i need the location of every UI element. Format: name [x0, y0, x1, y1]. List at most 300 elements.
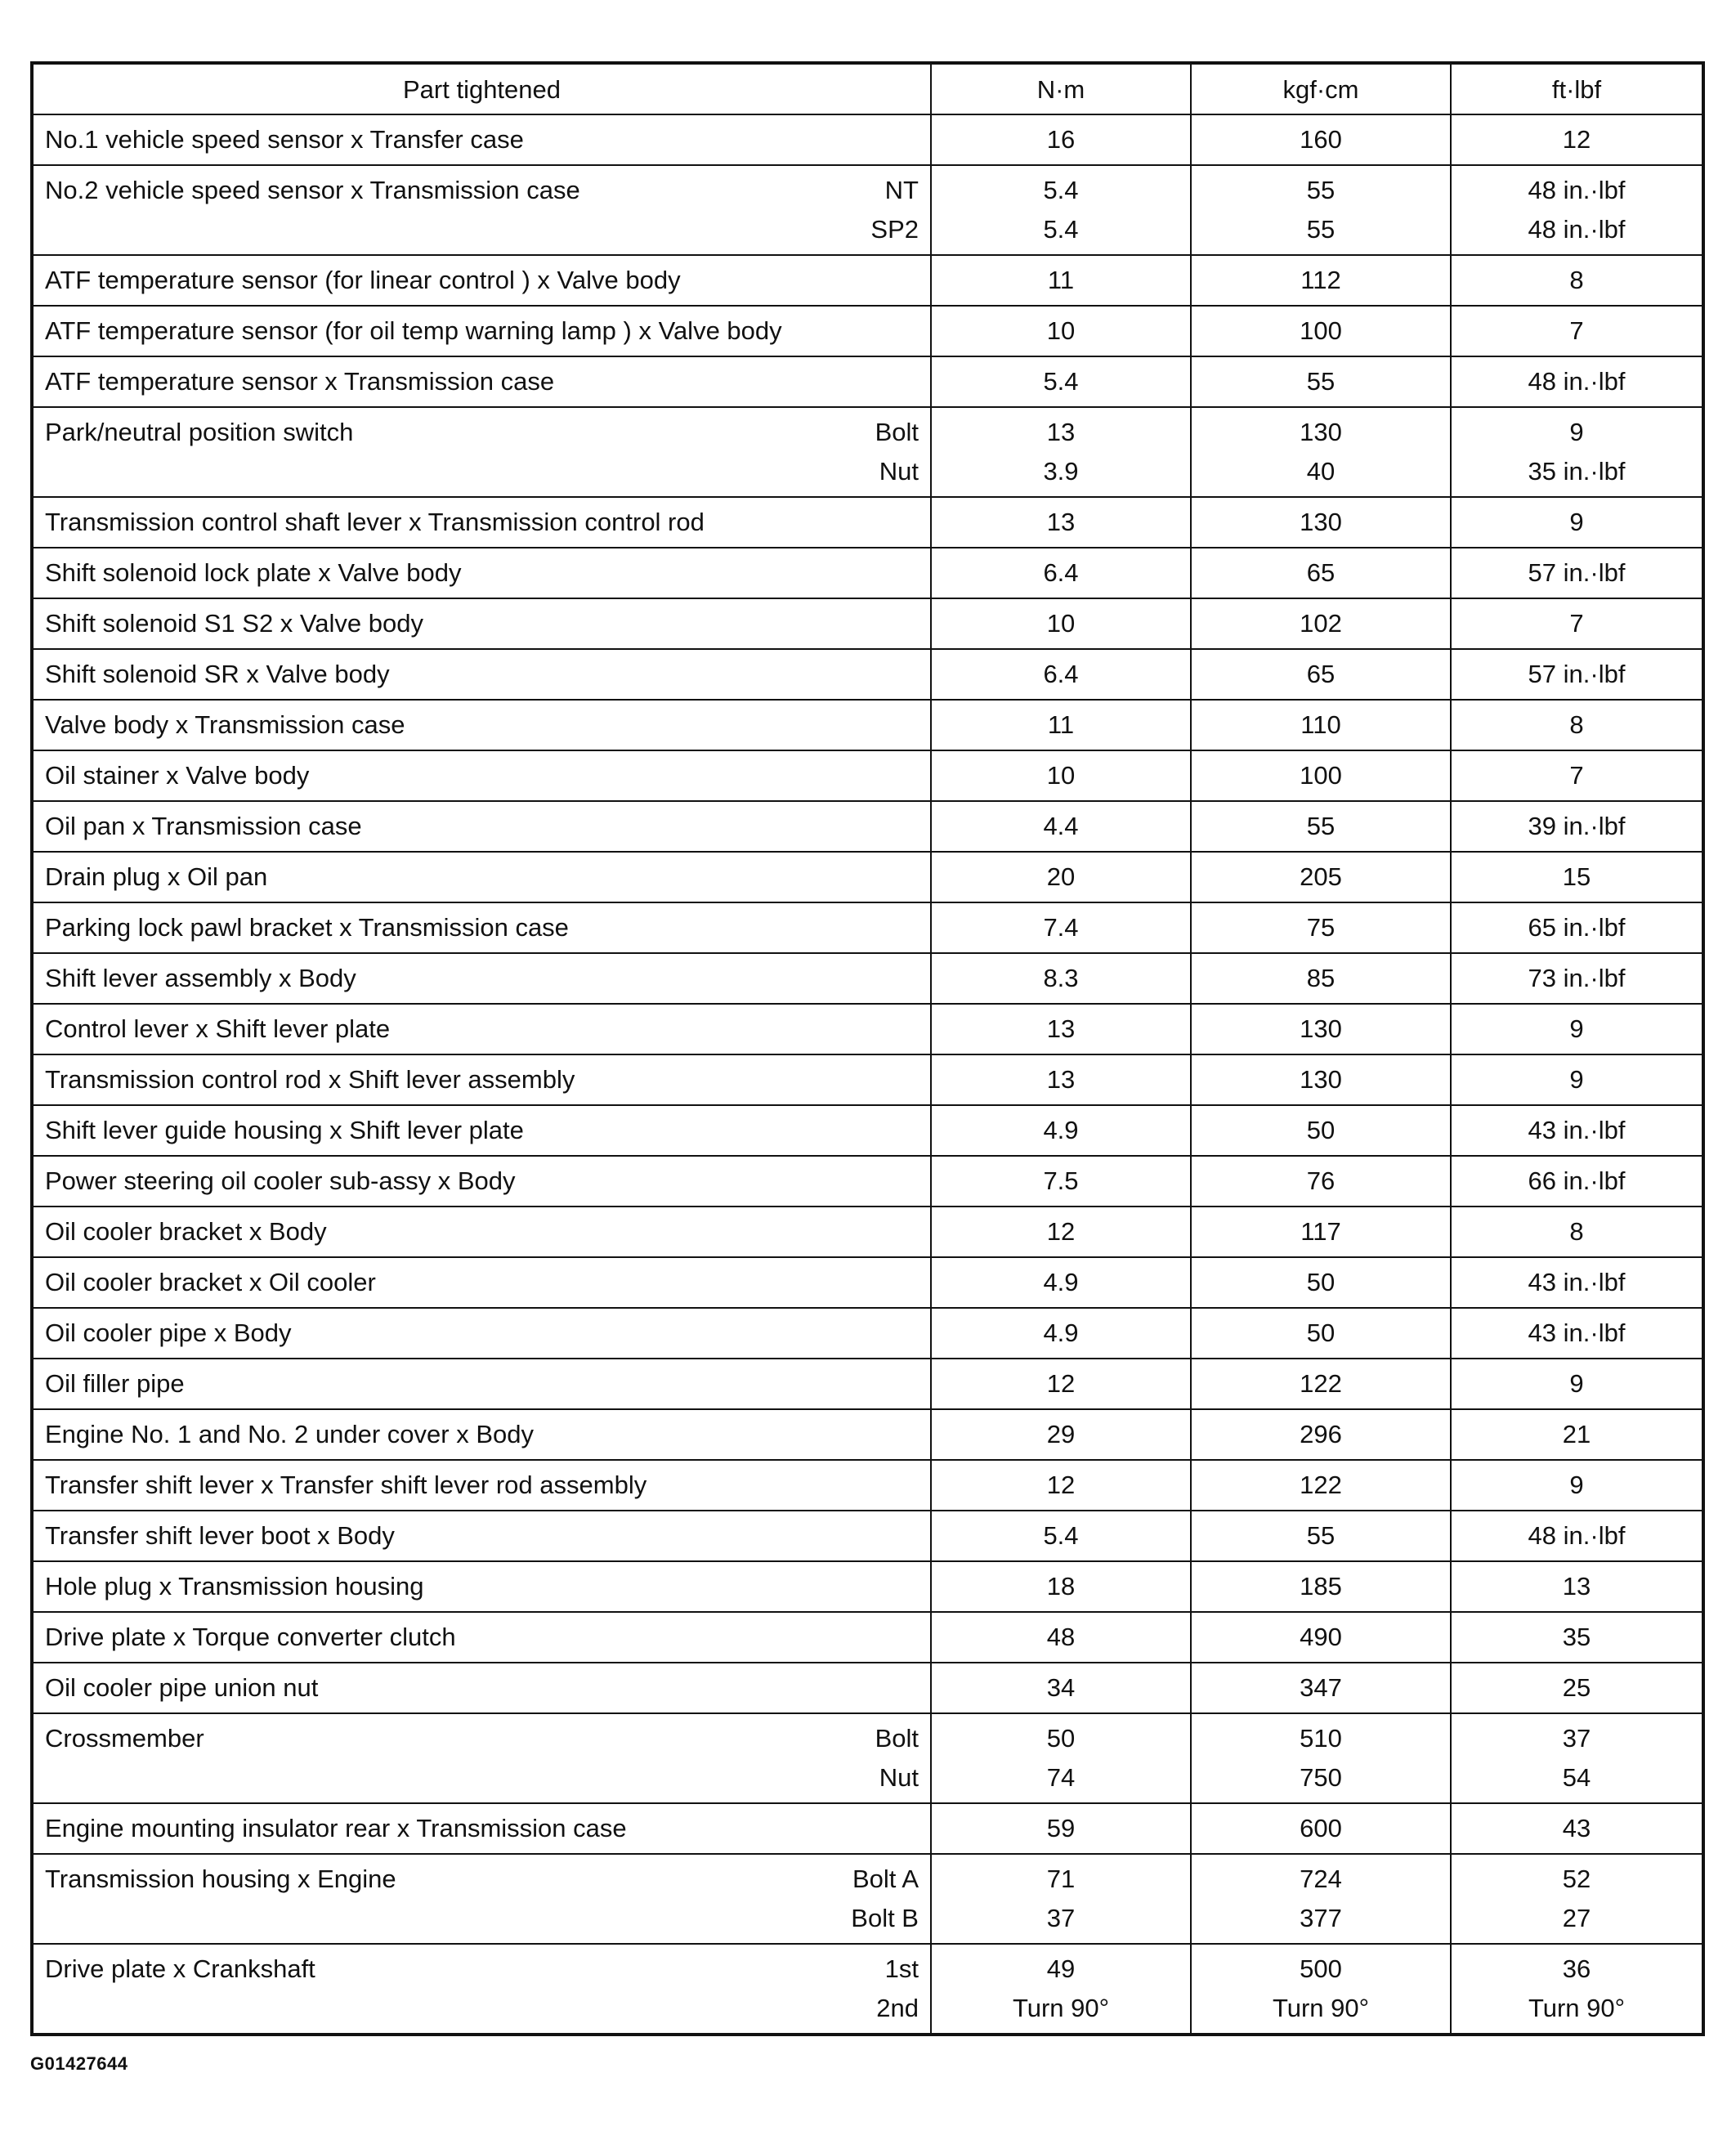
kgf-cm-value: 55 [1306, 215, 1336, 244]
table-row [32, 255, 1703, 306]
part-cell [32, 407, 931, 497]
ft-lbf-value: 65 in.·lbf [1528, 913, 1626, 942]
nm-value-cell [931, 165, 1191, 255]
part-cell-content [45, 1415, 919, 1454]
table-row [32, 902, 1703, 953]
kgf-cm-value-cell [1191, 1409, 1451, 1460]
part-cell [32, 1004, 931, 1054]
table-row [32, 801, 1703, 852]
part-sub-labels [870, 171, 919, 249]
part-name: ATF temperature sensor x Transmission case [45, 367, 555, 396]
kgf-cm-value: 130 [1300, 418, 1342, 446]
kgf-cm-value: 130 [1300, 508, 1342, 536]
ft-lbf-value-cell [1451, 548, 1703, 598]
part-cell-content [45, 857, 919, 897]
nm-value-cell [931, 497, 1191, 548]
part-name: Hole plug x Transmission housing [45, 1572, 424, 1601]
part-name: Oil cooler bracket x Oil cooler [45, 1268, 376, 1296]
ft-lbf-value: 57 in.·lbf [1528, 660, 1626, 688]
ft-lbf-value-cell [1451, 306, 1703, 356]
nm-value-cell [931, 1004, 1191, 1054]
kgf-cm-value: 600 [1300, 1814, 1342, 1842]
part-cell-content [45, 1162, 919, 1201]
nm-value: 48 [1046, 1623, 1076, 1651]
kgf-cm-value-cell [1191, 1359, 1451, 1409]
ft-lbf-value-cell [1451, 1944, 1703, 2035]
sub-label: Bolt A [852, 1865, 919, 1893]
part-cell [32, 255, 931, 306]
nm-value: 12 [1046, 1217, 1076, 1246]
ft-lbf-value-cell [1451, 1156, 1703, 1207]
part-cell [32, 1409, 931, 1460]
ft-lbf-value-cell [1451, 1460, 1703, 1511]
part-cell-content [45, 604, 919, 643]
nm-value: 29 [1046, 1420, 1076, 1448]
nm-value: 7.5 [1043, 1166, 1079, 1195]
part-name: Transmission housing x Engine [45, 1865, 396, 1893]
kgf-cm-value: 122 [1300, 1369, 1342, 1398]
part-cell [32, 1612, 931, 1663]
kgf-cm-value: 50 [1306, 1268, 1336, 1296]
kgf-cm-value: 50 [1306, 1116, 1336, 1144]
header-kgf-cm: kgf·cm [1191, 63, 1451, 114]
table-row [32, 598, 1703, 649]
table-row [32, 1308, 1703, 1359]
nm-value-cell [931, 1511, 1191, 1561]
kgf-cm-value-cell [1191, 1854, 1451, 1944]
nm-value-cell [931, 548, 1191, 598]
part-cell-content [45, 1314, 919, 1353]
torque-spec-table [30, 61, 1705, 2036]
kgf-cm-value: 377 [1300, 1904, 1342, 1932]
ft-lbf-value-cell [1451, 1359, 1703, 1409]
kgf-cm-value: 160 [1300, 125, 1342, 154]
table-row [32, 1460, 1703, 1511]
part-cell-content [45, 959, 919, 998]
ft-lbf-value-cell [1451, 1713, 1703, 1803]
table-row [32, 1409, 1703, 1460]
ft-lbf-value: 7 [1569, 316, 1584, 345]
part-cell [32, 750, 931, 801]
ft-lbf-value: 36 [1562, 1954, 1591, 1983]
nm-value-cell [931, 255, 1191, 306]
part-cell-content [45, 1212, 919, 1251]
nm-value: 10 [1046, 316, 1076, 345]
nm-value: 5.4 [1043, 176, 1079, 204]
sub-label: NT [884, 176, 919, 204]
kgf-cm-value: 100 [1300, 761, 1342, 790]
ft-lbf-value-cell [1451, 1409, 1703, 1460]
nm-value: 10 [1046, 761, 1076, 790]
part-cell-content [45, 1263, 919, 1302]
ft-lbf-value: 7 [1569, 609, 1584, 638]
part-cell [32, 1105, 931, 1156]
nm-value-cell [931, 598, 1191, 649]
kgf-cm-value-cell [1191, 1944, 1451, 2035]
part-name: Transmission control shaft lever x Transmission control rod [45, 508, 705, 536]
ft-lbf-value: 27 [1562, 1904, 1591, 1932]
nm-value: 4.4 [1043, 812, 1079, 840]
part-sub-labels [875, 413, 919, 491]
part-name: Shift lever guide housing x Shift lever plate [45, 1116, 524, 1144]
table-row [32, 165, 1703, 255]
kgf-cm-value: 130 [1300, 1014, 1342, 1043]
part-name: Oil cooler pipe union nut [45, 1673, 319, 1702]
ft-lbf-value-cell [1451, 598, 1703, 649]
kgf-cm-value-cell [1191, 1561, 1451, 1612]
kgf-cm-value-cell [1191, 649, 1451, 700]
table-row [32, 1663, 1703, 1713]
table-row [32, 1944, 1703, 2035]
kgf-cm-value: 100 [1300, 316, 1342, 345]
part-cell-content [45, 362, 919, 401]
kgf-cm-value-cell [1191, 165, 1451, 255]
sub-label: SP2 [870, 215, 919, 244]
nm-value: 12 [1046, 1369, 1076, 1398]
table-row [32, 1004, 1703, 1054]
part-name: Engine No. 1 and No. 2 under cover x Body [45, 1420, 534, 1448]
part-name: Transmission control rod x Shift lever assembly [45, 1065, 575, 1094]
part-cell [32, 114, 931, 165]
nm-value-cell [931, 1561, 1191, 1612]
kgf-cm-value: 130 [1300, 1065, 1342, 1094]
kgf-cm-value-cell [1191, 1105, 1451, 1156]
ft-lbf-value: 52 [1562, 1865, 1591, 1893]
table-row [32, 750, 1703, 801]
part-name: Shift lever assembly x Body [45, 964, 356, 992]
part-name: Oil pan x Transmission case [45, 812, 362, 840]
ft-lbf-value-cell [1451, 1207, 1703, 1257]
table-body [32, 114, 1703, 2035]
ft-lbf-value: Turn 90° [1528, 1994, 1626, 2022]
part-name: Shift solenoid SR x Valve body [45, 660, 390, 688]
ft-lbf-value-cell [1451, 165, 1703, 255]
kgf-cm-value-cell [1191, 1460, 1451, 1511]
table-row [32, 852, 1703, 902]
table-row [32, 1156, 1703, 1207]
nm-value: 34 [1046, 1673, 1076, 1702]
figure-id: G01427644 [30, 2053, 128, 2074]
part-name: Shift solenoid S1 S2 x Valve body [45, 609, 423, 638]
nm-value: 37 [1046, 1904, 1076, 1932]
part-name: Engine mounting insulator rear x Transmission case [45, 1814, 627, 1842]
nm-value-cell [931, 649, 1191, 700]
part-name: Drive plate x Torque converter clutch [45, 1623, 456, 1651]
nm-value: 4.9 [1043, 1318, 1079, 1347]
table-row [32, 548, 1703, 598]
part-cell [32, 1460, 931, 1511]
part-cell [32, 1359, 931, 1409]
kgf-cm-value: 102 [1300, 609, 1342, 638]
nm-value: 13 [1046, 1065, 1076, 1094]
part-cell-content [45, 1950, 919, 2028]
kgf-cm-value-cell [1191, 953, 1451, 1004]
ft-lbf-value: 43 in.·lbf [1528, 1116, 1626, 1144]
part-cell [32, 1803, 931, 1854]
part-cell [32, 1156, 931, 1207]
part-name: Control lever x Shift lever plate [45, 1014, 391, 1043]
ft-lbf-value: 9 [1569, 1369, 1584, 1398]
ft-lbf-value-cell [1451, 649, 1703, 700]
part-name: ATF temperature sensor (for linear control ) x Valve body [45, 266, 681, 294]
kgf-cm-value: 205 [1300, 862, 1342, 891]
part-cell [32, 306, 931, 356]
part-cell [32, 548, 931, 598]
part-cell-content [45, 1060, 919, 1099]
nm-value: 50 [1046, 1724, 1076, 1753]
table-row [32, 1803, 1703, 1854]
nm-value-cell [931, 1854, 1191, 1944]
table-row [32, 1359, 1703, 1409]
kgf-cm-value-cell [1191, 1511, 1451, 1561]
ft-lbf-value-cell [1451, 852, 1703, 902]
ft-lbf-value-cell [1451, 700, 1703, 750]
ft-lbf-value-cell [1451, 1308, 1703, 1359]
nm-value-cell [931, 1257, 1191, 1308]
nm-value-cell [931, 1308, 1191, 1359]
ft-lbf-value: 48 in.·lbf [1528, 367, 1626, 396]
kgf-cm-value-cell [1191, 598, 1451, 649]
ft-lbf-value: 9 [1569, 1471, 1584, 1499]
sub-label: Bolt B [851, 1904, 919, 1932]
part-name: ATF temperature sensor (for oil temp warning lamp ) x Valve body [45, 316, 782, 345]
part-cell-content [45, 171, 919, 249]
nm-value: 5.4 [1043, 1521, 1079, 1550]
part-name: No.1 vehicle speed sensor x Transfer case [45, 125, 524, 154]
nm-value-cell [931, 1713, 1191, 1803]
part-name: Oil cooler pipe x Body [45, 1318, 292, 1347]
nm-value: Turn 90° [1012, 1994, 1110, 2022]
table-row [32, 1257, 1703, 1308]
part-cell-content [45, 1719, 919, 1798]
table-row [32, 407, 1703, 497]
nm-value-cell [931, 1803, 1191, 1854]
part-cell-content [45, 503, 919, 542]
ft-lbf-value: 48 in.·lbf [1528, 1521, 1626, 1550]
nm-value-cell [931, 1409, 1191, 1460]
part-cell-content [45, 1111, 919, 1150]
nm-value-cell [931, 953, 1191, 1004]
kgf-cm-value: 490 [1300, 1623, 1342, 1651]
kgf-cm-value-cell [1191, 1156, 1451, 1207]
sub-label: Nut [879, 1763, 919, 1792]
nm-value-cell [931, 1460, 1191, 1511]
part-name: Park/neutral position switch [45, 418, 354, 446]
ft-lbf-value: 43 in.·lbf [1528, 1268, 1626, 1296]
ft-lbf-value-cell [1451, 953, 1703, 1004]
kgf-cm-value-cell [1191, 1713, 1451, 1803]
table-row [32, 1561, 1703, 1612]
kgf-cm-value-cell [1191, 1054, 1451, 1105]
table-row [32, 1511, 1703, 1561]
kgf-cm-value: 117 [1300, 1217, 1341, 1246]
kgf-cm-value-cell [1191, 407, 1451, 497]
ft-lbf-value: 43 in.·lbf [1528, 1318, 1626, 1347]
part-cell [32, 700, 931, 750]
part-cell [32, 165, 931, 255]
nm-value: 18 [1046, 1572, 1076, 1601]
kgf-cm-value: 510 [1300, 1724, 1342, 1753]
part-cell [32, 497, 931, 548]
header-part-tightened: Part tightened [32, 63, 931, 114]
nm-value: 13 [1046, 1014, 1076, 1043]
ft-lbf-value-cell [1451, 1561, 1703, 1612]
kgf-cm-value-cell [1191, 114, 1451, 165]
nm-value: 49 [1046, 1954, 1076, 1983]
ft-lbf-value-cell [1451, 750, 1703, 801]
ft-lbf-value: 35 in.·lbf [1528, 457, 1626, 486]
ft-lbf-value-cell [1451, 1803, 1703, 1854]
ft-lbf-value: 8 [1569, 266, 1584, 294]
kgf-cm-value-cell [1191, 1663, 1451, 1713]
kgf-cm-value: 122 [1300, 1471, 1342, 1499]
part-cell-content [45, 261, 919, 300]
kgf-cm-value-cell [1191, 1803, 1451, 1854]
part-sub-labels [851, 1860, 919, 1938]
kgf-cm-value: Turn 90° [1272, 1994, 1370, 2022]
kgf-cm-value: 76 [1306, 1166, 1336, 1195]
kgf-cm-value-cell [1191, 902, 1451, 953]
part-cell-content [45, 655, 919, 694]
nm-value-cell [931, 1105, 1191, 1156]
sub-label: Nut [879, 457, 919, 486]
part-cell [32, 953, 931, 1004]
kgf-cm-value-cell [1191, 356, 1451, 407]
part-cell [32, 1511, 931, 1561]
part-cell [32, 1308, 931, 1359]
nm-value-cell [931, 407, 1191, 497]
ft-lbf-value: 21 [1562, 1420, 1591, 1448]
table-row [32, 497, 1703, 548]
kgf-cm-value-cell [1191, 1257, 1451, 1308]
ft-lbf-value: 43 [1562, 1814, 1591, 1842]
kgf-cm-value: 75 [1306, 913, 1336, 942]
part-name: Shift solenoid lock plate x Valve body [45, 558, 462, 587]
nm-value: 4.9 [1043, 1116, 1079, 1144]
ft-lbf-value: 9 [1569, 1065, 1584, 1094]
kgf-cm-value-cell [1191, 306, 1451, 356]
nm-value-cell [931, 852, 1191, 902]
part-cell [32, 801, 931, 852]
nm-value-cell [931, 114, 1191, 165]
nm-value: 6.4 [1043, 558, 1079, 587]
kgf-cm-value: 55 [1306, 812, 1336, 840]
header-ft-lbf: ft·lbf [1451, 63, 1703, 114]
ft-lbf-value: 48 in.·lbf [1528, 215, 1626, 244]
nm-value-cell [931, 1054, 1191, 1105]
ft-lbf-value-cell [1451, 1257, 1703, 1308]
ft-lbf-value-cell [1451, 407, 1703, 497]
part-name: Oil filler pipe [45, 1369, 185, 1398]
ft-lbf-value: 48 in.·lbf [1528, 176, 1626, 204]
kgf-cm-value: 65 [1306, 558, 1336, 587]
part-cell-content [45, 1466, 919, 1505]
part-name: Oil stainer x Valve body [45, 761, 310, 790]
part-cell [32, 598, 931, 649]
part-cell-content [45, 553, 919, 593]
nm-value: 71 [1046, 1865, 1076, 1893]
part-cell-content [45, 413, 919, 491]
sub-label: 1st [884, 1954, 919, 1983]
part-cell-content [45, 1364, 919, 1404]
ft-lbf-value: 9 [1569, 1014, 1584, 1043]
header-nm: N·m [931, 63, 1191, 114]
kgf-cm-value-cell [1191, 548, 1451, 598]
part-cell [32, 1713, 931, 1803]
part-cell-content [45, 1618, 919, 1657]
kgf-cm-value-cell [1191, 1207, 1451, 1257]
ft-lbf-value-cell [1451, 1612, 1703, 1663]
ft-lbf-value: 57 in.·lbf [1528, 558, 1626, 587]
ft-lbf-value-cell [1451, 255, 1703, 306]
nm-value: 13 [1046, 508, 1076, 536]
nm-value: 12 [1046, 1471, 1076, 1499]
kgf-cm-value: 185 [1300, 1572, 1342, 1601]
kgf-cm-value: 750 [1300, 1763, 1342, 1792]
part-cell-content [45, 1516, 919, 1556]
table-row [32, 1713, 1703, 1803]
part-cell [32, 1207, 931, 1257]
ft-lbf-value: 66 in.·lbf [1528, 1166, 1626, 1195]
kgf-cm-value: 65 [1306, 660, 1336, 688]
ft-lbf-value-cell [1451, 114, 1703, 165]
part-cell [32, 1257, 931, 1308]
ft-lbf-value: 35 [1562, 1623, 1591, 1651]
nm-value-cell [931, 750, 1191, 801]
kgf-cm-value: 55 [1306, 1521, 1336, 1550]
table-row [32, 1054, 1703, 1105]
nm-value: 59 [1046, 1814, 1076, 1842]
part-cell-content [45, 705, 919, 745]
ft-lbf-value-cell [1451, 1105, 1703, 1156]
ft-lbf-value-cell [1451, 356, 1703, 407]
ft-lbf-value-cell [1451, 1854, 1703, 1944]
nm-value-cell [931, 801, 1191, 852]
kgf-cm-value: 112 [1300, 266, 1341, 294]
kgf-cm-value: 50 [1306, 1318, 1336, 1347]
nm-value: 5.4 [1043, 215, 1079, 244]
part-cell-content [45, 1010, 919, 1049]
kgf-cm-value-cell [1191, 700, 1451, 750]
kgf-cm-value-cell [1191, 1308, 1451, 1359]
kgf-cm-value: 85 [1306, 964, 1336, 992]
part-cell-content [45, 120, 919, 159]
ft-lbf-value: 8 [1569, 710, 1584, 739]
ft-lbf-value: 37 [1562, 1724, 1591, 1753]
ft-lbf-value-cell [1451, 1663, 1703, 1713]
nm-value-cell [931, 306, 1191, 356]
ft-lbf-value-cell [1451, 1054, 1703, 1105]
nm-value-cell [931, 356, 1191, 407]
nm-value-cell [931, 1944, 1191, 2035]
kgf-cm-value: 500 [1300, 1954, 1342, 1983]
part-cell [32, 852, 931, 902]
part-cell [32, 1663, 931, 1713]
nm-value: 6.4 [1043, 660, 1079, 688]
part-cell [32, 1854, 931, 1944]
nm-value: 20 [1046, 862, 1076, 891]
part-name: Transfer shift lever x Transfer shift lever rod assembly [45, 1471, 647, 1499]
part-name: Valve body x Transmission case [45, 710, 405, 739]
part-sub-labels [876, 1950, 919, 2028]
ft-lbf-value: 73 in.·lbf [1528, 964, 1626, 992]
part-name: Parking lock pawl bracket x Transmission case [45, 913, 569, 942]
nm-value-cell [931, 1359, 1191, 1409]
part-cell-content [45, 311, 919, 351]
part-cell-content [45, 1567, 919, 1606]
nm-value: 10 [1046, 609, 1076, 638]
part-cell-content [45, 908, 919, 947]
